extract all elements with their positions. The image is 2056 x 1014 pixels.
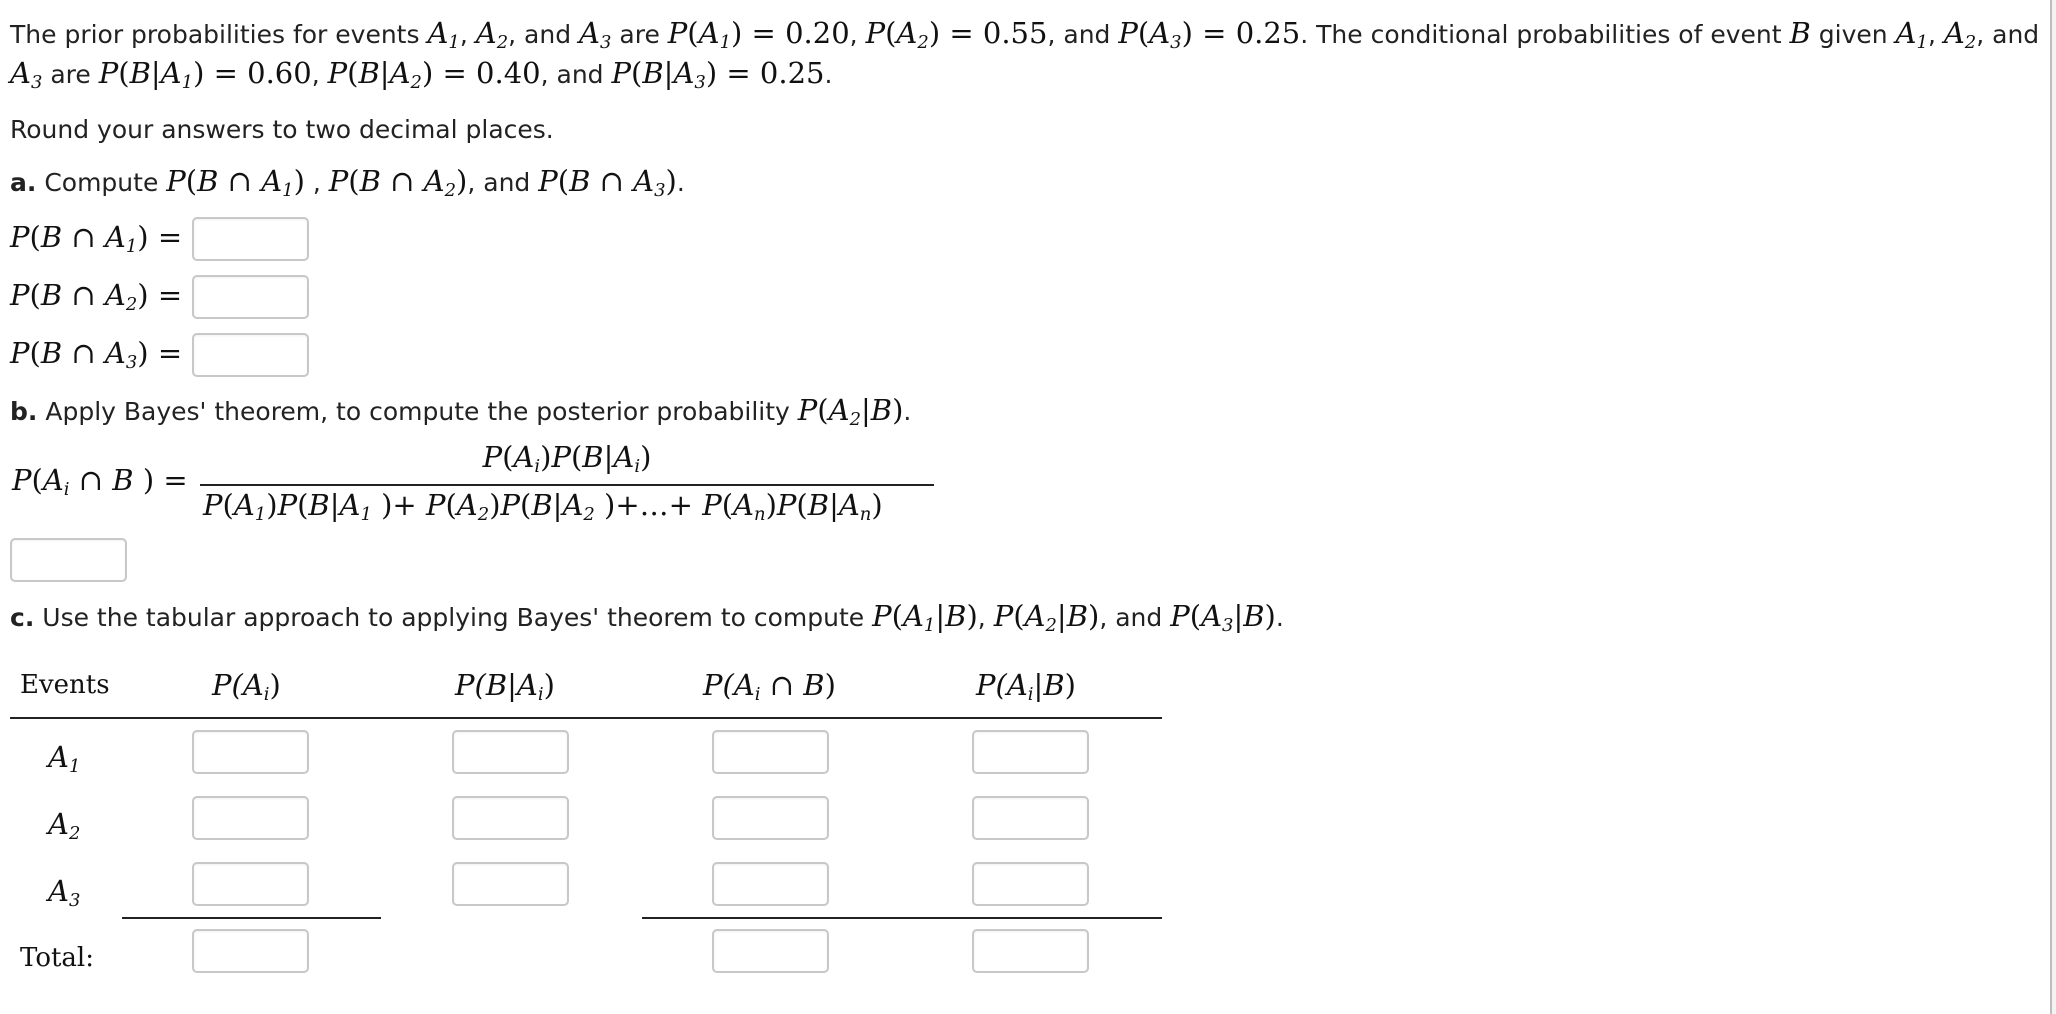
cond-B-A1-value: 0.60	[247, 56, 312, 90]
table-header-P-Ai: $P(A_i)$	[212, 668, 281, 706]
table-header-events: Events	[20, 670, 110, 700]
table-header-P-B-given-Ai: $P(B|A_i)$	[455, 668, 555, 706]
table-A1-conditional-input[interactable]	[452, 730, 569, 774]
table-A1-prior-input[interactable]	[192, 730, 309, 774]
cond-B-A3: $P(B|A_3) = 0.25$	[611, 56, 825, 94]
table-A3-conditional-input[interactable]	[452, 862, 569, 906]
part-b-label: b.	[10, 397, 38, 426]
event-label-A2: $A_2$	[48, 807, 81, 845]
intro-line-2: $A_3$ are $P(B|A_1) = 0.60$, $P(B|A_2) = 0.40$, and $P(B|A_3) = 0.25$.	[10, 56, 833, 94]
bayes-formula-denominator: $P(A_1)P(B|A_1$ )+ $P(A_2)P(B|A_2$ )+…+ $P(A_n)P(B|A_n)$	[203, 488, 883, 526]
cond-B-A3-value: 0.25	[759, 56, 825, 90]
table-header-P-Ai-given-B: $P(A_i|B)$	[976, 668, 1076, 706]
intro-text: The prior probabilities for events	[10, 20, 428, 49]
prior-A3-value: 0.25	[1235, 16, 1301, 50]
window-right-edge	[2050, 0, 2056, 1014]
total-label: Total:	[20, 943, 95, 973]
cond-B-A2: $P(B|A_2) = 0.40$	[327, 56, 541, 94]
table-A2-posterior-input[interactable]	[972, 796, 1089, 840]
event-label-A1: $A_1$	[48, 740, 81, 778]
part-c-label: c.	[10, 603, 35, 632]
part-a-prompt: a. Compute P(B ∩ $A_1$) , P(B ∩ $A_2$), and P(B ∩ $A_3$).	[10, 164, 685, 202]
round-note: Round your answers to two decimal places.	[10, 115, 554, 144]
table-A2-joint-input[interactable]	[712, 796, 829, 840]
answer-P-B-and-A3-input[interactable]	[192, 333, 309, 377]
answer-P-B-and-A1-input[interactable]	[192, 217, 309, 261]
table-header-P-Ai-and-B: $P(A_i$ ∩ B)	[703, 668, 836, 706]
part-c-prompt: c. Use the tabular approach to applying Bayes' theorem to compute $P(A_1|B)$, $P(A_2|B)$, and $P(A_3|B)$.	[10, 599, 1284, 637]
event-label-A3: $A_3$	[48, 874, 81, 912]
total-prior-input[interactable]	[192, 929, 309, 973]
part-a-row-2-label: P(B ∩ $A_2$) =	[10, 278, 183, 316]
bayes-formula-lhs: $P(A_i$ ∩ B ) =	[12, 463, 188, 501]
math-A1: $A_1$	[427, 16, 460, 54]
part-a-label: a.	[10, 168, 37, 197]
part-b-prompt: b. Apply Bayes' theorem, to compute the posterior probability $P(A_2|B)$.	[10, 393, 912, 431]
answer-P-A2-given-B-input[interactable]	[10, 538, 127, 582]
table-A3-joint-input[interactable]	[712, 862, 829, 906]
table-A3-posterior-input[interactable]	[972, 862, 1089, 906]
table-A2-conditional-input[interactable]	[452, 796, 569, 840]
table-A3-prior-input[interactable]	[192, 862, 309, 906]
math-A2: $A_2$	[475, 16, 509, 54]
prior-A2-value: 0.55	[982, 16, 1048, 50]
prior-A1-value: 0.20	[785, 16, 850, 50]
cond-B-A2-value: 0.40	[476, 56, 541, 90]
table-header-rule	[10, 717, 1162, 719]
cond-B-A1: $P(B|A_1) = 0.60$	[98, 56, 312, 94]
prior-A3: $P(A_3) = 0.25$	[1118, 16, 1301, 54]
math-A3: $A_3$	[579, 16, 612, 54]
part-a-row-3-label: P(B ∩ $A_3$) =	[10, 336, 183, 374]
prior-A2: $P(A_2) = 0.55$	[865, 16, 1048, 54]
bayes-formula-numerator: $P(A_i)P(B|A_i)$	[482, 440, 652, 478]
table-A1-joint-input[interactable]	[712, 730, 829, 774]
table-A2-prior-input[interactable]	[192, 796, 309, 840]
joint-posterior-sum-rule	[642, 917, 1162, 919]
total-posterior-input[interactable]	[972, 929, 1089, 973]
prior-A1: $P(A_1) = 0.20$	[667, 16, 850, 54]
table-A1-posterior-input[interactable]	[972, 730, 1089, 774]
answer-P-B-and-A2-input[interactable]	[192, 275, 309, 319]
prior-sum-rule	[122, 917, 381, 919]
bayes-fraction-bar	[200, 484, 934, 486]
intro-line-1: The prior probabilities for events $A_1$, $A_2$, and $A_3$ are $P(A_1) = 0.20$, $P(A_2) = 0.55$, and $P(A_3) = 0.25$. The conditional probabilities of event B given $A_1$, $A_2$, and	[10, 16, 2040, 54]
part-a-row-1-label: P(B ∩ $A_1$) =	[10, 220, 183, 258]
total-joint-input[interactable]	[712, 929, 829, 973]
